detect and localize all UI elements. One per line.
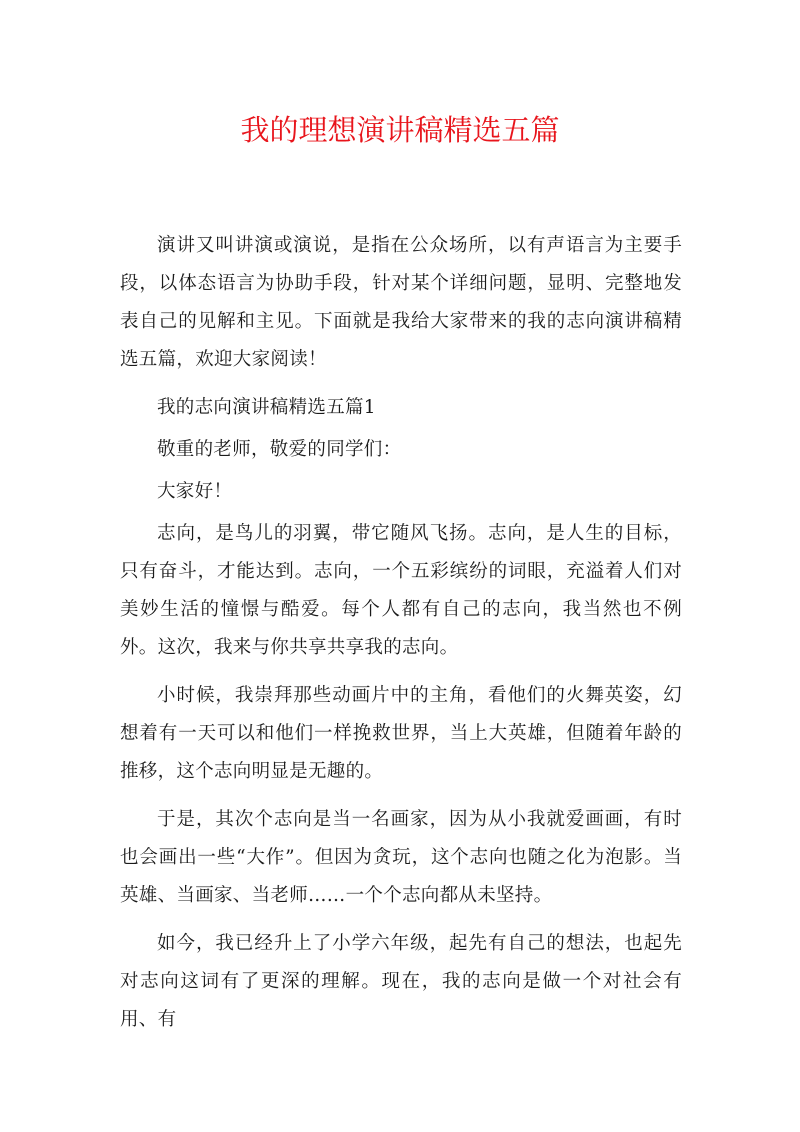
document-body	[120, 227, 682, 1049]
section-heading: 我的志向演讲稿精选五篇1	[157, 397, 376, 418]
body-paragraph: 如今，我已经升上了小学六年级，起先有自己的想法，也起先对志向这词有了更深的理解。现在，我的志向是做一个对社会有用、有	[120, 933, 682, 1030]
body-paragraph: 于是，其次个志向是当一名画家，因为从小我就爱画画，有时也会画出一些“大作”。但因为贪玩，这个志向也随之化为泡影。当英雄、当画家、当老师……一个个志向都从未坚持。	[120, 809, 682, 906]
intro-paragraph: 演讲又叫讲演或演说，是指在公众场所，以有声语言为主要手段，以体态语言为协助手段，针对某个详细问题，显明、完整地发表自己的见解和主见。下面就是我给大家带来的我的志向演讲稿精选五篇，欢迎大家阅读！	[120, 235, 682, 370]
body-paragraph: 小时候，我崇拜那些动画片中的主角，看他们的火舞英姿，幻想着有一天可以和他们一样挽救世界，当上大英雄，但随着年龄的推移，这个志向明显是无趣的。	[120, 685, 682, 782]
body-paragraph: 志向，是鸟儿的羽翼，带它随风飞扬。志向，是人生的目标，只有奋斗，才能达到。志向，一个五彩缤纷的词眼，充溢着人们对美妙生活的憧憬与酷爱。每个人都有自己的志向，我当然也不例外。这次，我来与你共享共享我的志向。	[120, 523, 682, 658]
document-title: 我的理想演讲稿精选五篇	[240, 113, 560, 147]
salutation: 敬重的老师，敬爱的同学们：	[157, 439, 402, 460]
greeting: 大家好！	[157, 481, 233, 502]
